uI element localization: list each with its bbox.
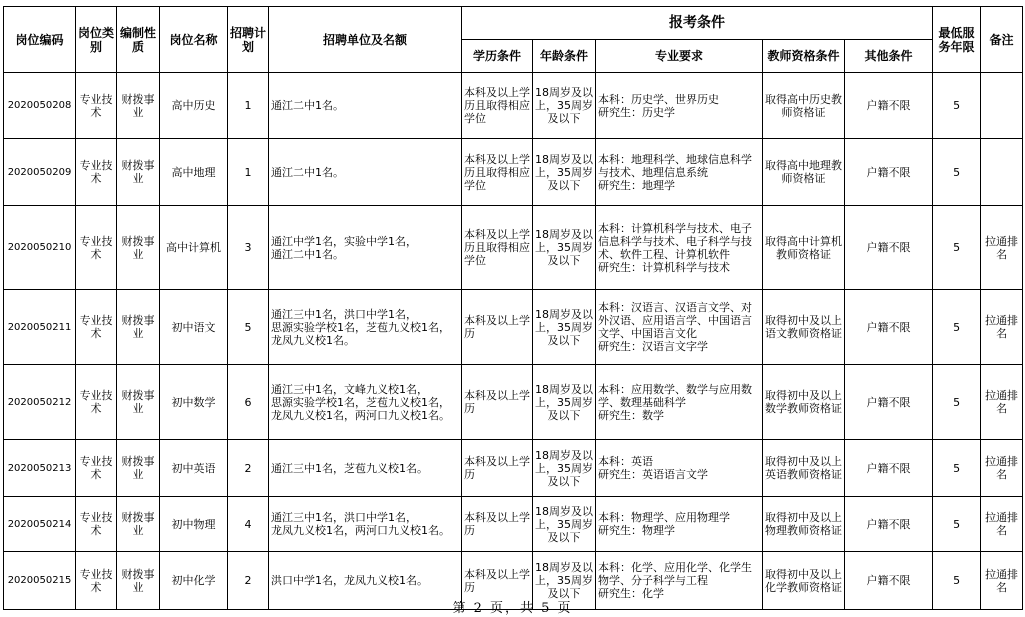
- teacher-cert-cell: 取得高中历史教师资格证: [763, 73, 845, 139]
- category-cell: 专业技术: [76, 365, 117, 440]
- service-cell: 5: [933, 206, 981, 290]
- position-cell: 初中数学: [160, 365, 228, 440]
- code-cell: 2020050210: [4, 206, 76, 290]
- plan-cell: 1: [228, 73, 269, 139]
- plan-cell: 1: [228, 139, 269, 206]
- remark-cell: 拉通排名: [981, 365, 1023, 440]
- teacher-cert-cell: 取得初中及以上语文教师资格证: [763, 290, 845, 365]
- remark-cell: 拉通排名: [981, 552, 1023, 610]
- remark-cell: 拉通排名: [981, 206, 1023, 290]
- header-staffing: 编制性质: [117, 7, 160, 73]
- unit-cell: 通江二中1名。: [269, 139, 462, 206]
- staffing-cell: 财拨事业: [117, 139, 160, 206]
- major-cell: 本科：化学、应用化学、化学生物学、分子科学与工程 研究生：化学: [596, 552, 763, 610]
- code-cell: 2020050213: [4, 440, 76, 497]
- age-cell: 18周岁及以上，35周岁及以下: [533, 73, 596, 139]
- category-cell: 专业技术: [76, 139, 117, 206]
- service-cell: 5: [933, 290, 981, 365]
- teacher-cert-cell: 取得初中及以上化学教师资格证: [763, 552, 845, 610]
- position-cell: 高中地理: [160, 139, 228, 206]
- other-cell: 户籍不限: [845, 552, 933, 610]
- position-cell: 初中英语: [160, 440, 228, 497]
- header-education: 学历条件: [462, 40, 533, 73]
- table-row: [4, 440, 1023, 497]
- header-service: 最低服务年限: [933, 7, 981, 73]
- age-cell: 18周岁及以上，35周岁及以下: [533, 139, 596, 206]
- staffing-cell: 财拨事业: [117, 73, 160, 139]
- code-cell: 2020050212: [4, 365, 76, 440]
- teacher-cert-cell: 取得初中及以上英语教师资格证: [763, 440, 845, 497]
- remark-cell: 拉通排名: [981, 497, 1023, 552]
- other-cell: 户籍不限: [845, 440, 933, 497]
- category-cell: 专业技术: [76, 440, 117, 497]
- unit-cell: 洪口中学1名，龙凤九义校1名。: [269, 552, 462, 610]
- unit-cell: 通江三中1名，洪口中学1名， 龙凤九义校1名，两河口九义校1名。: [269, 497, 462, 552]
- category-cell: 专业技术: [76, 73, 117, 139]
- teacher-cert-cell: 取得高中地理教师资格证: [763, 139, 845, 206]
- service-cell: 5: [933, 73, 981, 139]
- major-cell: 本科：地理科学、地球信息科学与技术、地理信息系统 研究生：地理学: [596, 139, 763, 206]
- age-cell: 18周岁及以上，35周岁及以下: [533, 552, 596, 610]
- age-cell: 18周岁及以上，35周岁及以下: [533, 440, 596, 497]
- remark-cell: 拉通排名: [981, 440, 1023, 497]
- service-cell: 5: [933, 552, 981, 610]
- age-cell: 18周岁及以上，35周岁及以下: [533, 206, 596, 290]
- position-cell: 高中计算机: [160, 206, 228, 290]
- major-cell: 本科：计算机科学与技术、电子信息科学与技术、电子科学与技术、软件工程、计算机软件 研究生：计算机科学与技术: [596, 206, 763, 290]
- staffing-cell: 财拨事业: [117, 290, 160, 365]
- other-cell: 户籍不限: [845, 365, 933, 440]
- code-cell: 2020050208: [4, 73, 76, 139]
- header-remark: 备注: [981, 7, 1023, 73]
- table-body: [4, 73, 1023, 610]
- staffing-cell: 财拨事业: [117, 440, 160, 497]
- other-cell: 户籍不限: [845, 139, 933, 206]
- unit-cell: 通江二中1名。: [269, 73, 462, 139]
- other-cell: 户籍不限: [845, 290, 933, 365]
- remark-cell: [981, 139, 1023, 206]
- age-cell: 18周岁及以上，35周岁及以下: [533, 290, 596, 365]
- education-cell: 本科及以上学历: [462, 497, 533, 552]
- page-footer: 第 2 页，共 5 页: [452, 601, 573, 616]
- plan-cell: 4: [228, 497, 269, 552]
- age-cell: 18周岁及以上，35周岁及以下: [533, 497, 596, 552]
- header-age: 年龄条件: [533, 40, 596, 73]
- education-cell: 本科及以上学历且取得相应学位: [462, 73, 533, 139]
- header-other: 其他条件: [845, 40, 933, 73]
- header-plan: 招聘计划: [228, 7, 269, 73]
- header-category: 岗位类别: [76, 7, 117, 73]
- position-cell: 初中化学: [160, 552, 228, 610]
- remark-cell: [981, 73, 1023, 139]
- unit-cell: 通江三中1名，洪口中学1名， 思源实验学校1名，芝苞九义校1名， 龙凤九义校1名。: [269, 290, 462, 365]
- category-cell: 专业技术: [76, 552, 117, 610]
- code-cell: 2020050215: [4, 552, 76, 610]
- service-cell: 5: [933, 497, 981, 552]
- other-cell: 户籍不限: [845, 206, 933, 290]
- staffing-cell: 财拨事业: [117, 497, 160, 552]
- teacher-cert-cell: 取得初中及以上数学教师资格证: [763, 365, 845, 440]
- unit-cell: 通江三中1名，芝苞九义校1名。: [269, 440, 462, 497]
- position-cell: 初中物理: [160, 497, 228, 552]
- unit-cell: 通江三中1名，文峰九义校1名， 思源实验学校1名，芝苞九义校1名， 龙凤九义校1名，两河口九义校1名。: [269, 365, 462, 440]
- staffing-cell: 财拨事业: [117, 365, 160, 440]
- service-cell: 5: [933, 440, 981, 497]
- category-cell: 专业技术: [76, 497, 117, 552]
- table-row: [4, 365, 1023, 440]
- major-cell: 本科：物理学、应用物理学 研究生：物理学: [596, 497, 763, 552]
- plan-cell: 3: [228, 206, 269, 290]
- service-cell: 5: [933, 365, 981, 440]
- service-cell: 5: [933, 139, 981, 206]
- header-unit: 招聘单位及名额: [269, 7, 462, 73]
- recruitment-table: [3, 6, 1023, 610]
- code-cell: 2020050211: [4, 290, 76, 365]
- header-conditions: 报考条件: [462, 7, 933, 40]
- category-cell: 专业技术: [76, 206, 117, 290]
- table-row: [4, 290, 1023, 365]
- header-code: 岗位编码: [4, 7, 76, 73]
- staffing-cell: 财拨事业: [117, 206, 160, 290]
- major-cell: 本科：应用数学、数学与应用数学、数理基础科学 研究生：数学: [596, 365, 763, 440]
- age-cell: 18周岁及以上，35周岁及以下: [533, 365, 596, 440]
- header-major: 专业要求: [596, 40, 763, 73]
- plan-cell: 2: [228, 440, 269, 497]
- major-cell: 本科：汉语言、汉语言文学、对外汉语、应用语言学、中国语言文学、中国语言文化 研究生：汉语言文字学: [596, 290, 763, 365]
- other-cell: 户籍不限: [845, 497, 933, 552]
- header-position: 岗位名称: [160, 7, 228, 73]
- other-cell: 户籍不限: [845, 73, 933, 139]
- staffing-cell: 财拨事业: [117, 552, 160, 610]
- education-cell: 本科及以上学历: [462, 440, 533, 497]
- position-cell: 高中历史: [160, 73, 228, 139]
- education-cell: 本科及以上学历: [462, 552, 533, 610]
- code-cell: 2020050214: [4, 497, 76, 552]
- remark-cell: 拉通排名: [981, 290, 1023, 365]
- table-row: [4, 139, 1023, 206]
- teacher-cert-cell: 取得高中计算机教师资格证: [763, 206, 845, 290]
- code-cell: 2020050209: [4, 139, 76, 206]
- major-cell: 本科：英语 研究生：英语语言文学: [596, 440, 763, 497]
- table-row: [4, 73, 1023, 139]
- education-cell: 本科及以上学历: [462, 290, 533, 365]
- plan-cell: 2: [228, 552, 269, 610]
- unit-cell: 通江中学1名，实验中学1名， 通江二中1名。: [269, 206, 462, 290]
- table-row: [4, 497, 1023, 552]
- position-cell: 初中语文: [160, 290, 228, 365]
- header-teacher-cert: 教师资格条件: [763, 40, 845, 73]
- education-cell: 本科及以上学历且取得相应学位: [462, 139, 533, 206]
- education-cell: 本科及以上学历且取得相应学位: [462, 206, 533, 290]
- category-cell: 专业技术: [76, 290, 117, 365]
- plan-cell: 5: [228, 290, 269, 365]
- table-row: [4, 206, 1023, 290]
- major-cell: 本科：历史学、世界历史 研究生：历史学: [596, 73, 763, 139]
- education-cell: 本科及以上学历: [462, 365, 533, 440]
- teacher-cert-cell: 取得初中及以上物理教师资格证: [763, 497, 845, 552]
- plan-cell: 6: [228, 365, 269, 440]
